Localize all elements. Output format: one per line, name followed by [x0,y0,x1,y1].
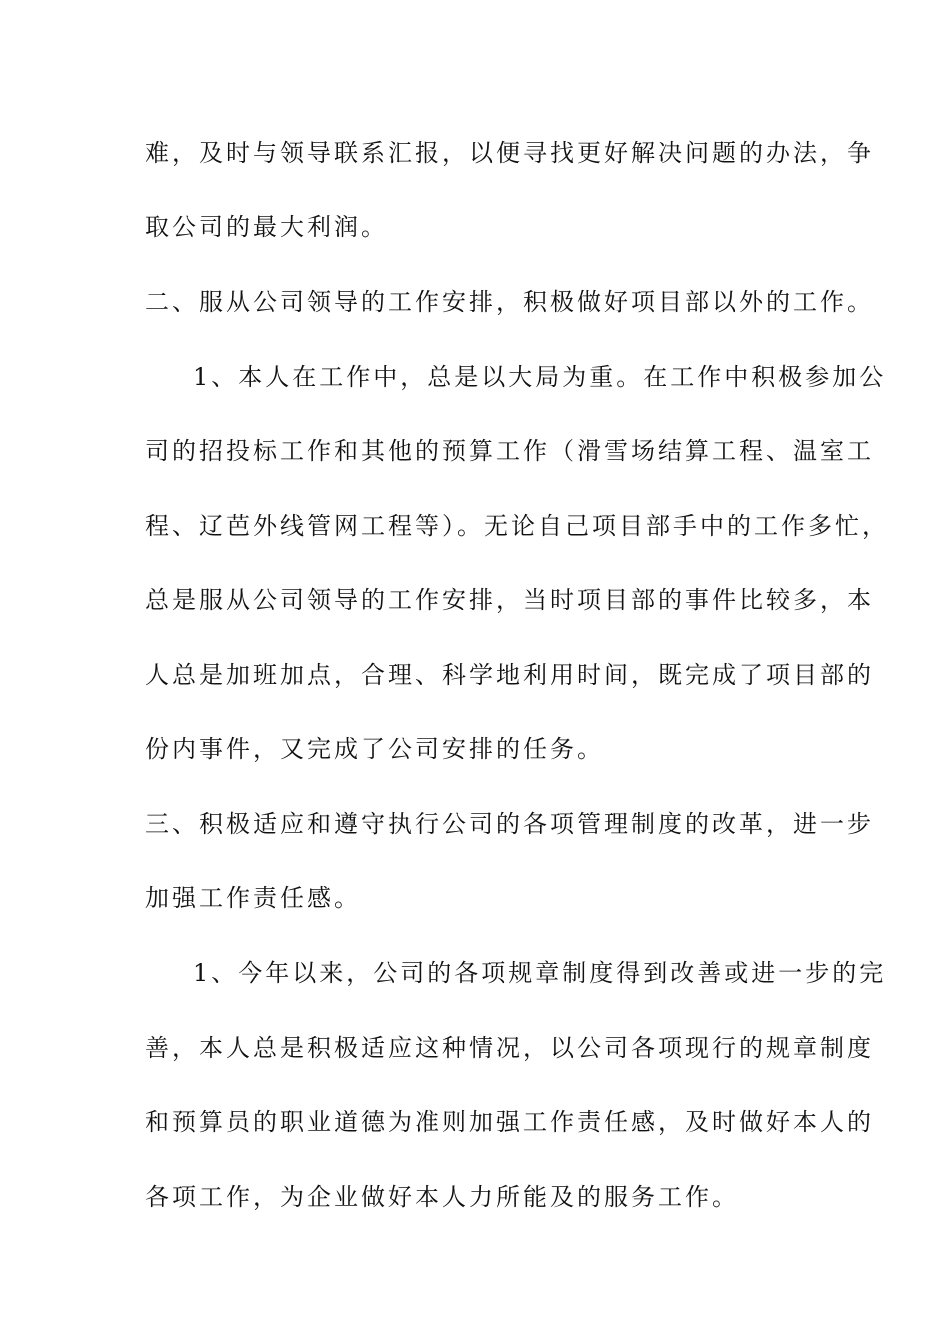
text-line: 难，及时与领导联系汇报，以便寻找更好解决问题的办法，争 [145,139,874,167]
text-line: 程、辽芭外线管网工程等）。无论自己项目部手中的工作多忙， [145,512,889,540]
section-heading: 加强工作责任感。 [145,884,361,912]
text-line: 和预算员的职业道德为准则加强工作责任感，及时做好本人的 [145,1108,874,1136]
text-line: 1、本人在工作中，总是以大局为重。在工作中积极参加公 [193,363,887,391]
text-line: 善，本人总是积极适应这种情况，以公司各项现行的规章制度 [145,1034,874,1062]
text-line: 取公司的最大利润。 [145,213,388,241]
text-line: 司的招投标工作和其他的预算工作（滑雪场结算工程、温室工 [145,437,874,465]
text-line: 总是服从公司领导的工作安排，当时项目部的事件比较多，本 [145,586,874,614]
section-heading: 二、服从公司领导的工作安排，积极做好项目部以外的工作。 [145,288,874,316]
text-line: 人总是加班加点，合理、科学地利用时间，既完成了项目部的 [145,661,874,689]
text-line: 份内事件，又完成了公司安排的任务。 [145,735,604,763]
text-line: 各项工作，为企业做好本人力所能及的服务工作。 [145,1183,739,1211]
section-heading: 三、积极适应和遵守执行公司的各项管理制度的改革，进一步 [145,810,874,838]
text-line: 1、今年以来，公司的各项规章制度得到改善或进一步的完 [193,959,887,987]
